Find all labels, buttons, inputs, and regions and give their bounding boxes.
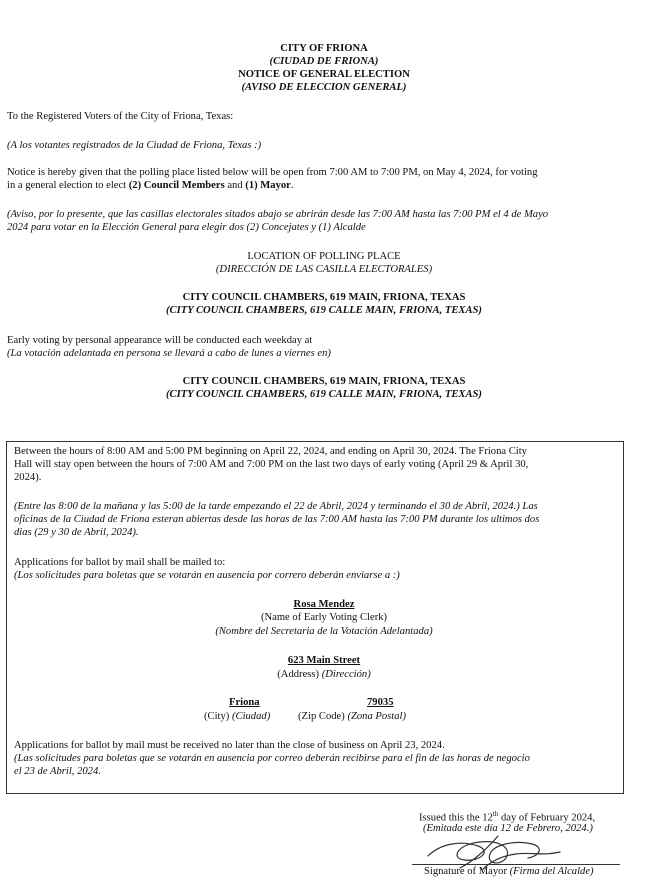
deadline-en: Applications for ballot by mail must be received no later than the close of business on April 23, 2024.	[14, 740, 445, 751]
title-es: (CIUDAD DE FRIONA)	[269, 56, 379, 67]
deadline-es-line1: (Las solicitudes para boletas que se votarán en ausencia por correo deberán recibirse para el fin de las horas de negocio	[14, 753, 530, 764]
location-heading-es: (DIRECCIÓN DE LAS CASILLA ELECTORALES)	[215, 264, 433, 275]
notice-en-line1: Notice is hereby given that the polling place listed below will be open from 7:00 AM to 7:00 PM, on May 4, 2024, for voting	[7, 167, 538, 178]
signature-label: Signature of Mayor (Firma del Alcalde)	[424, 866, 594, 877]
notice-es-line2: 2024 para votar en la Elección General para elegir dos (2) Concejates y (1) Alcalde	[7, 222, 366, 233]
issued-date-es: (Emitada este día 12 de Febrero, 2024.)	[423, 823, 593, 834]
hours-en-line1: Between the hours of 8:00 AM and 5:00 PM beginning on April 22, 2024, and ending on April 30, 2024. The Friona City	[14, 446, 527, 457]
early-voting-place-es: (CITY COUNCIL CHAMBERS, 619 CALLE MAIN, FRIONA, TEXAS)	[166, 389, 482, 400]
issued-date-en: Issued this the 12th day of February 2024,	[419, 810, 596, 824]
notice-es-line1: (Aviso, por lo presente, que las casillas electorales sitados abajo se abrirán desde las 7:00 AM hasta las 7:00 PM el 4 de Mayo	[7, 209, 549, 220]
hours-es-line3: dias (29 y 30 de Abril, 2024).	[14, 527, 139, 538]
subtitle-en: NOTICE OF GENERAL ELECTION	[238, 69, 410, 80]
clerk-city: Friona	[229, 697, 260, 708]
title-en: CITY OF FRIONA	[280, 43, 368, 54]
address-label: (Address) (Dirección)	[277, 669, 371, 680]
zip-label: (Zip Code) (Zona Postal)	[298, 711, 406, 722]
hours-en-line3: 2024).	[14, 472, 42, 483]
subtitle-es: (AVISO DE ELECCION GENERAL)	[241, 82, 407, 93]
notice-en-line2: in a general election to elect (2) Council Members and (1) Mayor.	[7, 180, 294, 191]
early-voting-place-en: CITY COUNCIL CHAMBERS, 619 MAIN, FRIONA, TEXAS	[182, 376, 466, 387]
clerk-label-es: (Nombre del Secretaria de la Votación Adelantada)	[215, 626, 433, 637]
mayor-count: (1) Mayor	[245, 180, 291, 191]
polling-place-es: (CITY COUNCIL CHAMBERS, 619 CALLE MAIN, FRIONA, TEXAS)	[166, 305, 482, 316]
mail-instructions-en: Applications for ballot by mail shall be mailed to:	[14, 557, 226, 568]
greeting-es: (A los votantes registrados de la Ciudad de Friona, Texas :)	[7, 140, 262, 151]
polling-place-en: CITY COUNCIL CHAMBERS, 619 MAIN, FRIONA, TEXAS	[182, 292, 466, 303]
greeting-en: To the Registered Voters of the City of Friona, Texas:	[7, 111, 234, 122]
clerk-label-en: (Name of Early Voting Clerk)	[260, 612, 388, 623]
council-members-count: (2) Council Members	[128, 180, 225, 191]
deadline-es-line2: el 23 de Abril, 2024.	[14, 766, 101, 777]
signature-line	[412, 864, 620, 865]
location-heading-en: LOCATION OF POLLING PLACE	[247, 251, 401, 262]
hours-es-line2: oficinas de la Ciudad de Friona esteran abiertas desde las horas de las 7:00 AM hasta las 7:00 PM durante los ultimos dos	[14, 514, 540, 525]
mail-instructions-es: (Los solicitudes para boletas que se votarán en ausencia por correro deberán enviarse a :)	[14, 570, 400, 581]
clerk-address: 623 Main Street	[287, 655, 361, 666]
clerk-name: Rosa Mendez	[293, 599, 355, 610]
early-voting-es: (La votación adelantada en persona se llevará a cabo de lunes a viernes en)	[7, 348, 331, 359]
hours-en-line2: Hall will stay open between the hours of 7:00 AM and 7:00 PM on the last two days of early voting (April 29 & April 30,	[14, 459, 529, 470]
early-voting-en: Early voting by personal appearance will be conducted each weekday at	[7, 335, 313, 346]
hours-es-line1: (Entre las 8:00 de la mañana y las 5:00 de la tarde empezando el 22 de Abril, 2024 y terminando el 30 de Abril, 2024.) Las	[14, 501, 538, 512]
city-label: (City) (Ciudad)	[204, 711, 271, 722]
clerk-zip: 79035	[367, 697, 394, 708]
